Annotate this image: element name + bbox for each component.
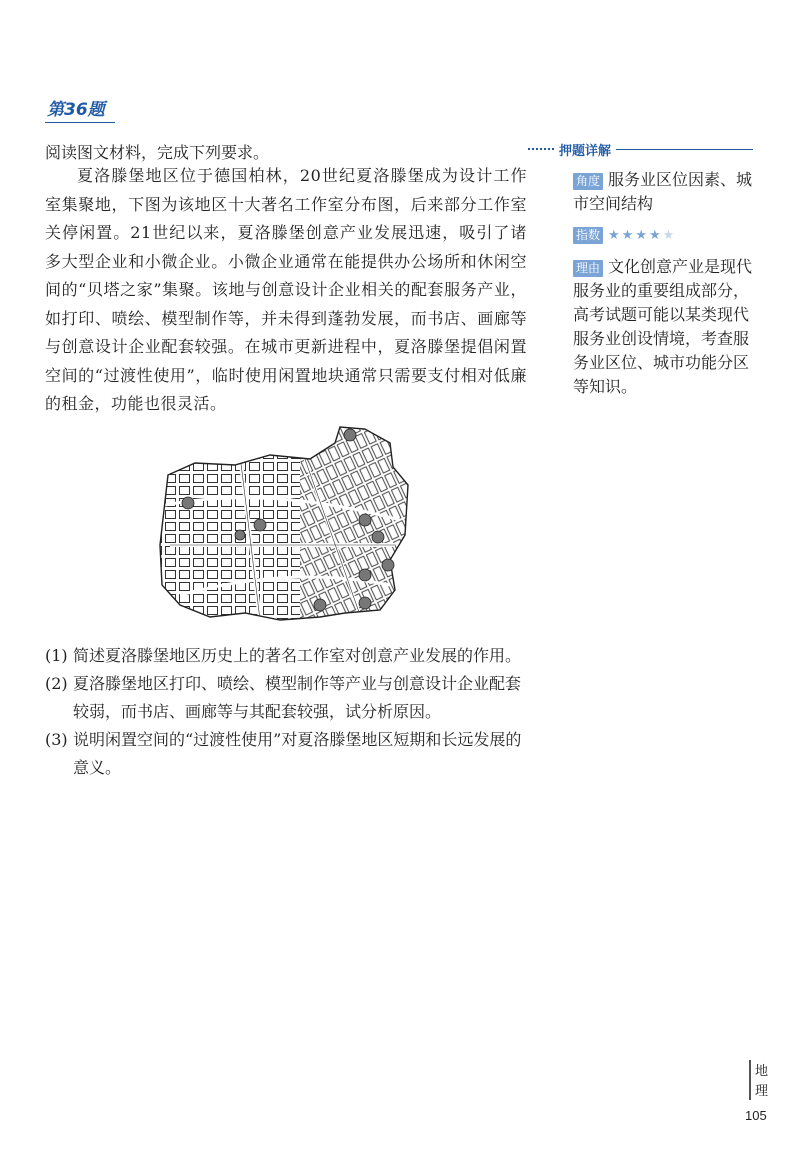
question-intro: 阅读图文材料，完成下列要求。 — [45, 143, 270, 162]
sub-question-number: (3) — [45, 730, 68, 749]
reason-text: 文化创意产业是现代服务业的重要组成部分，高考试题可能以某类现代服务业创设情境，考查服务业区位、城市功能分区等知识。 — [573, 257, 753, 396]
difficulty-stars — [608, 228, 676, 243]
question-title: 第36题 — [45, 95, 115, 123]
dotted-rule — [528, 148, 554, 150]
star-empty-icon: ★ — [662, 228, 677, 243]
reason-tag: 理由 — [573, 260, 603, 277]
sub-question-1 — [45, 642, 535, 670]
subject-char-1: 地 — [755, 1064, 769, 1079]
sidebar-header — [528, 140, 753, 158]
sidebar-reason — [573, 255, 753, 399]
focus-tag: 角度 — [573, 173, 603, 190]
star-filled-icon: ★ — [635, 228, 649, 243]
difficulty-tag: 指数 — [573, 227, 603, 244]
sub-questions — [45, 642, 535, 782]
sidebar-difficulty — [573, 222, 753, 248]
subject-char-2: 理 — [755, 1084, 769, 1099]
subject-label — [755, 1062, 768, 1102]
focus-text: 服务业区位因素、城市空间结构 — [573, 170, 753, 213]
header-rule — [616, 149, 753, 150]
star-filled-icon: ★ — [608, 228, 622, 243]
sidebar-focus — [573, 168, 753, 216]
sub-question-number: (2) — [45, 674, 68, 693]
sub-question-3 — [45, 726, 535, 782]
sub-question-number: (1) — [45, 646, 68, 665]
page-number: 105 — [745, 1108, 767, 1123]
material-passage: 夏洛滕堡地区位于德国柏林，20世纪夏洛滕堡成为设计工作室集聚地，下图为该地区十大著名工作室分布图，后来部分工作室关停闲置。21世纪以来，夏洛滕堡创意产业发展迅速，吸引了诸多大型企业和小微企业。小微企业通常在能提供办公场所和休闲空间的“贝塔之家”集聚。该地与创意设计企业相关的配套服务产业，如打印、喷绘、模型制作等，并未得到蓬勃发展，而书店、画廊等与创意设计企业配套较强。在城市更新进程中，夏洛滕堡提倡闲置空间的“过渡性使用”，临时使用闲置地块通常只需要支付相对低廉的租金，功能也很灵活。 — [45, 166, 527, 413]
star-filled-icon: ★ — [648, 228, 663, 243]
subject-divider — [749, 1060, 751, 1100]
sub-question-text: 简述夏洛滕堡地区历史上的著名工作室对创意产业发展的作用。 — [73, 646, 522, 665]
star-filled-icon: ★ — [621, 228, 636, 243]
sidebar-analysis — [528, 140, 753, 158]
sub-question-2 — [45, 670, 535, 726]
sidebar-title: 押题详解 — [559, 143, 612, 159]
studio-distribution-map — [150, 425, 415, 635]
sub-question-text: 夏洛滕堡地区打印、喷绘、模型制作等产业与创意设计企业配套较弱，而书店、画廊等与其配套较强，试分析原因。 — [73, 674, 522, 721]
sub-question-text: 说明闲置空间的“过渡性使用”对夏洛滕堡地区短期和长远发展的意义。 — [73, 730, 522, 777]
